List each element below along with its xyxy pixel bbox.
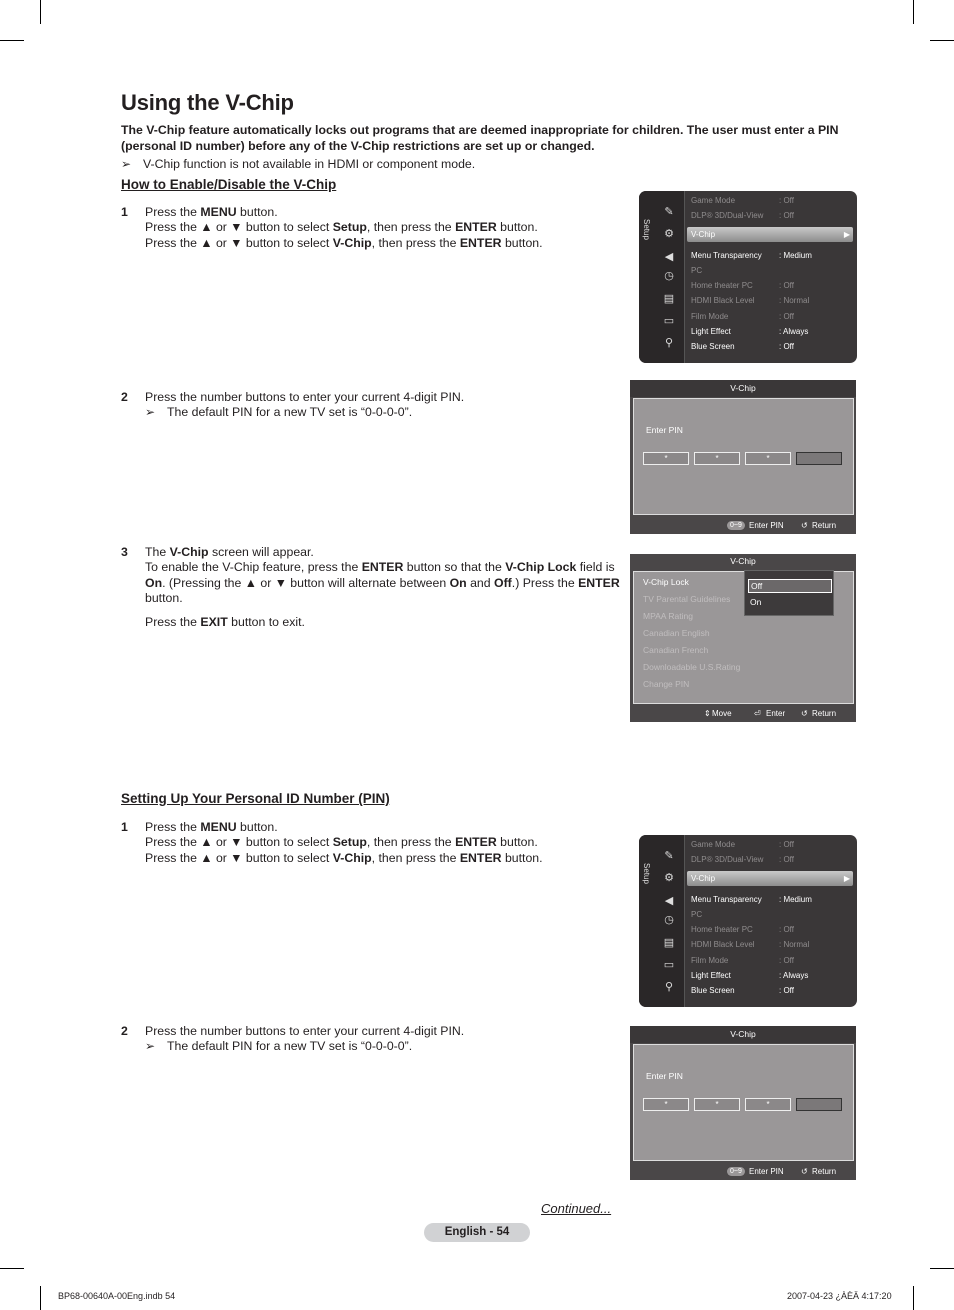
pin-digit[interactable]: *: [694, 452, 740, 465]
menu-row: Game Mode : Off: [691, 196, 794, 205]
pin-digit[interactable]: *: [643, 1098, 689, 1111]
move-icon: ⇕: [704, 709, 711, 718]
menu-row: Film Mode : Off: [691, 956, 794, 965]
pin-box: [633, 398, 854, 515]
menu-row: Menu Transparency : Medium: [691, 251, 812, 260]
menu-row: PC: [691, 266, 703, 275]
vchip-item[interactable]: Change PIN: [643, 679, 690, 689]
vchip-footer: ⇕ Move ⏎ Enter ↺ Return: [630, 706, 856, 722]
menu-sidebar: [639, 191, 685, 363]
pin-footer: 0~9 Enter PIN ↺ Return: [630, 1164, 856, 1180]
sound-icon: ◀: [664, 895, 674, 907]
menu-side-label: Setup: [642, 863, 651, 884]
vchip-header: V-Chip: [730, 556, 756, 566]
setup-menu-screenshot: [639, 835, 857, 1007]
number-badge: 0~9: [727, 521, 745, 530]
menu-row: Light Effect : Always: [691, 971, 809, 980]
clock-icon: ◷: [664, 270, 674, 282]
step-1: 1 Press the MENU button. Press the ▲ or ▼ button to select Setup, then press the ENTER button. Press the ▲ or ▼ button to select V-Chip, then press the ENTER button.: [121, 820, 543, 865]
menu-row: Film Mode : Off: [691, 312, 794, 321]
menu-sidebar: [639, 835, 685, 1007]
menu-row: Menu Transparency : Medium: [691, 895, 812, 904]
pin-label: Enter PIN: [646, 425, 683, 435]
pin-digit[interactable]: [796, 1098, 842, 1111]
picture-icon: ✎: [664, 206, 674, 218]
vchip-item[interactable]: Canadian English: [643, 628, 710, 638]
pin-digit[interactable]: *: [745, 1098, 791, 1111]
crop-mark: [0, 1268, 24, 1269]
step-2: 2 Press the number buttons to enter your current 4-digit PIN. ➢ The default PIN for a new TV set is “0-0-0-0”.: [121, 1024, 465, 1054]
menu-row-vchip[interactable]: V-Chip ▶: [687, 227, 853, 242]
footer-filename: BP68-00640A-00Eng.indb 54: [58, 1291, 176, 1301]
menu-row: Blue Screen : Off: [691, 986, 794, 995]
vchip-item[interactable]: TV Parental Guidelines: [643, 594, 731, 604]
menu-row: Home theater PC : Off: [691, 925, 794, 934]
input-icon: ▤: [663, 293, 675, 305]
pin-footer: 0~9 Enter PIN ↺ Return: [630, 518, 856, 534]
vchip-item[interactable]: Canadian French: [643, 645, 709, 655]
intro-note: ➢ V-Chip function is not available in HDMI or component mode.: [121, 157, 476, 171]
channel-icon: ▭: [663, 315, 675, 327]
menu-row: Home theater PC : Off: [691, 281, 794, 290]
pin-digit[interactable]: [796, 452, 842, 465]
return-icon: ↺: [801, 1167, 808, 1176]
arrow-icon: ➢: [145, 405, 156, 420]
vchip-lock-dropdown: [744, 570, 834, 616]
enter-icon: ⏎: [754, 709, 761, 718]
section-heading-enable: How to Enable/Disable the V-Chip: [121, 177, 337, 192]
gear-icon: ⚙: [664, 872, 674, 884]
crop-mark: [913, 1286, 914, 1310]
pin-digit[interactable]: *: [745, 452, 791, 465]
return-icon: ↺: [801, 521, 808, 530]
step-3: 3 The V-Chip screen will appear. To enable the V-Chip feature, press the ENTER button so that the V-Chip Lock field is On. (Pressing the ▲ or ▼ button will alternate between On and Off.) Press the ENTER button. Press the EXIT button to exit.: [121, 545, 620, 629]
setup-menu-screenshot: [639, 191, 857, 363]
play-icon: ▶: [843, 874, 850, 883]
footer-timestamp: 2007-04-23 ¿ÀÈÄ 4:17:20: [787, 1291, 892, 1301]
support-icon: ⚲: [664, 981, 674, 993]
sound-icon: ◀: [664, 251, 674, 263]
arrow-icon: ➢: [145, 1039, 156, 1054]
option-on[interactable]: On: [750, 597, 762, 607]
menu-side-label: Setup: [642, 219, 651, 240]
menu-row: Game Mode : Off: [691, 840, 794, 849]
crop-mark: [0, 40, 24, 41]
play-icon: ▶: [843, 230, 850, 239]
gear-icon: ⚙: [664, 228, 674, 240]
menu-row: Blue Screen : Off: [691, 342, 794, 351]
pin-label: Enter PIN: [646, 1071, 683, 1081]
page-number-badge: English - 54: [424, 1223, 530, 1242]
return-icon: ↺: [801, 709, 808, 718]
menu-row: HDMI Black Level : Normal: [691, 296, 810, 305]
menu-row-vchip[interactable]: V-Chip ▶: [687, 871, 853, 886]
crop-mark: [40, 1286, 41, 1310]
crop-mark: [930, 1268, 954, 1269]
pin-digit[interactable]: *: [694, 1098, 740, 1111]
vchip-item[interactable]: V-Chip Lock: [643, 577, 689, 587]
pin-screen-screenshot: [630, 1026, 856, 1180]
vchip-screen-screenshot: [630, 554, 856, 722]
step-1: 1 Press the MENU button. Press the ▲ or ▼ button to select Setup, then press the ENTER button. Press the ▲ or ▼ button to select V-Chip, then press the ENTER button.: [121, 205, 543, 250]
option-off[interactable]: Off: [748, 579, 832, 593]
crop-mark: [930, 40, 954, 41]
pin-screen-screenshot: [630, 380, 856, 534]
step-2: 2 Press the number buttons to enter your current 4-digit PIN. ➢ The default PIN for a new TV set is “0-0-0-0”.: [121, 390, 465, 420]
picture-icon: ✎: [664, 850, 674, 862]
input-icon: ▤: [663, 937, 675, 949]
vchip-item[interactable]: MPAA Rating: [643, 611, 693, 621]
pin-digit[interactable]: *: [643, 452, 689, 465]
channel-icon: ▭: [663, 959, 675, 971]
support-icon: ⚲: [664, 337, 674, 349]
continued-label: Continued...: [541, 1201, 612, 1216]
menu-row: HDMI Black Level : Normal: [691, 940, 810, 949]
page-title: Using the V-Chip: [121, 90, 294, 115]
intro-paragraph: The V-Chip feature automatically locks out programs that are deemed inappropriate for children. The user must enter a PIN (personal ID number) before any of the V-Chip restrictions are set up or changed.: [121, 123, 839, 153]
number-badge: 0~9: [727, 1167, 745, 1176]
vchip-item[interactable]: Downloadable U.S.Rating: [643, 662, 741, 672]
section-heading-pin: Setting Up Your Personal ID Number (PIN): [121, 791, 390, 806]
menu-row: PC: [691, 910, 703, 919]
pin-header: V-Chip: [630, 1026, 856, 1043]
pin-header: V-Chip: [630, 380, 856, 397]
clock-icon: ◷: [664, 914, 674, 926]
crop-mark: [40, 0, 41, 24]
menu-row: DLP® 3D/Dual-View : Off: [691, 211, 794, 220]
crop-mark: [913, 0, 914, 24]
pin-box: [633, 1044, 854, 1161]
menu-row: Light Effect : Always: [691, 327, 809, 336]
menu-row: DLP® 3D/Dual-View : Off: [691, 855, 794, 864]
arrow-icon: ➢: [121, 157, 132, 171]
